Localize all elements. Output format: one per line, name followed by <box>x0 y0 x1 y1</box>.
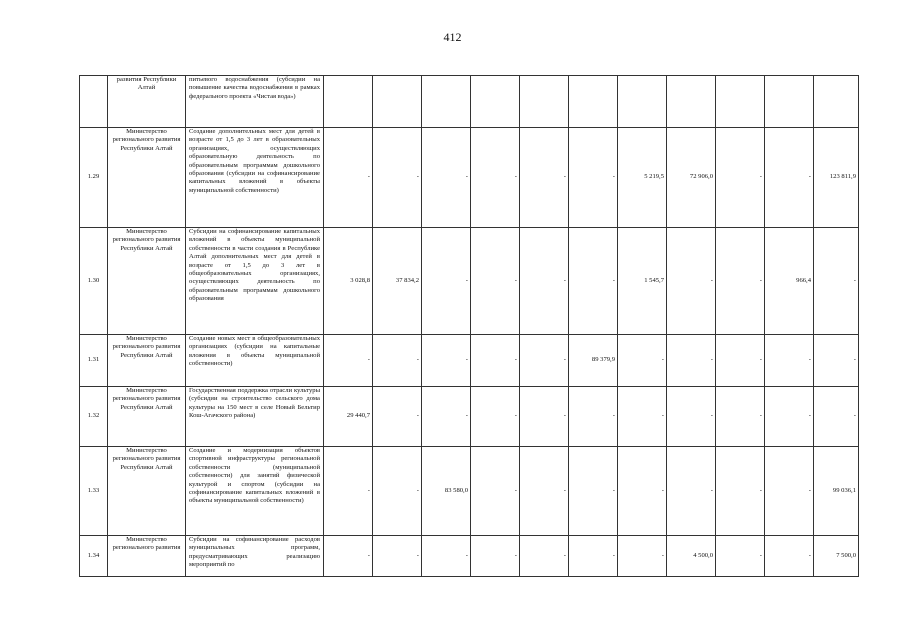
funding-value: - <box>422 536 471 577</box>
funding-value <box>373 76 422 128</box>
funding-value: 5 219,5 <box>618 128 667 228</box>
funding-value: 83 580,0 <box>422 447 471 536</box>
funding-value: - <box>422 228 471 335</box>
funding-value <box>471 76 520 128</box>
funding-value: - <box>716 128 765 228</box>
activity-description: Субсидии на софинансирование капитальных вложений в объекты муниципальной собственности в части создания в Республике Алтай дополнительных мест для детей в возрасте от 1,5 до 3 лет в общеобразовательных организациях, осуществляющих деятельность по образовательным программам дошкольного образования <box>186 228 324 335</box>
funding-value: - <box>373 335 422 387</box>
funding-value: - <box>324 128 373 228</box>
funding-value: - <box>569 228 618 335</box>
table-row <box>80 447 859 536</box>
funding-value: - <box>324 447 373 536</box>
funding-value: - <box>373 536 422 577</box>
funding-value: - <box>716 447 765 536</box>
funding-value: - <box>471 335 520 387</box>
funding-value: - <box>765 536 814 577</box>
table-row <box>80 387 859 447</box>
funding-value: - <box>569 387 618 447</box>
funding-value: - <box>667 335 716 387</box>
page-number: 412 <box>443 30 462 44</box>
funding-value: - <box>422 387 471 447</box>
funding-value: - <box>667 387 716 447</box>
funding-value: - <box>814 335 859 387</box>
responsible-organization: Министерство регионального развития <box>108 536 186 577</box>
funding-value: 1 545,7 <box>618 228 667 335</box>
funding-value <box>422 76 471 128</box>
funding-value: - <box>471 128 520 228</box>
responsible-organization: Министерство регионального развития Республики Алтай <box>108 228 186 335</box>
funding-value: - <box>520 128 569 228</box>
funding-value: - <box>373 387 422 447</box>
funding-value: - <box>520 335 569 387</box>
funding-value: - <box>520 447 569 536</box>
funding-value: - <box>667 447 716 536</box>
funding-value <box>520 76 569 128</box>
row-number: 1.34 <box>80 536 108 577</box>
row-number: 1.30 <box>80 228 108 335</box>
row-number: 1.32 <box>80 387 108 447</box>
funding-value: - <box>324 335 373 387</box>
funding-value <box>716 76 765 128</box>
responsible-organization: Министерство регионального развития Республики Алтай <box>108 447 186 536</box>
row-number: 1.29 <box>80 128 108 228</box>
responsible-organization: Министерство регионального развития Республики Алтай <box>108 335 186 387</box>
responsible-organization: развития Республики Алтай <box>108 76 186 128</box>
funding-value: - <box>765 128 814 228</box>
funding-value: - <box>716 335 765 387</box>
funding-value: 89 379,9 <box>569 335 618 387</box>
table-row <box>80 335 859 387</box>
funding-value <box>569 76 618 128</box>
funding-value: - <box>471 447 520 536</box>
activity-description: Создание и модернизация объектов спортивной инфраструктуры региональной собственности (муниципальной собственности) для занятий физической культурой и спортом (субсидии на софинансирование капитальных вложений в объекты муниципальной собственности) <box>186 447 324 536</box>
funding-value: - <box>716 387 765 447</box>
funding-value: 123 811,9 <box>814 128 859 228</box>
funding-value <box>765 76 814 128</box>
activity-description: питьевого водоснабжения (субсидии на повышение качества водоснабжения в рамках федерального проекта «Чистая вода») <box>186 76 324 128</box>
activity-description: Создание новых мест в общеобразовательных организациях (субсидии на капитальные вложения в объекты муниципальной собственности) <box>186 335 324 387</box>
funding-value: - <box>716 536 765 577</box>
funding-value: - <box>520 228 569 335</box>
funding-value: - <box>765 335 814 387</box>
table-body <box>80 76 859 577</box>
table-row <box>80 128 859 228</box>
funding-value: - <box>569 536 618 577</box>
funding-value: - <box>618 536 667 577</box>
funding-value: - <box>471 536 520 577</box>
funding-value: - <box>422 128 471 228</box>
funding-value: - <box>667 228 716 335</box>
funding-value: - <box>765 387 814 447</box>
activity-description: Создание дополнительных мест для детей в возрасте от 1,5 до 3 лет в образовательных организациях, осуществляющих образовательную деятельность по образовательным программам дошкольного образования (субсидии на софинансирование капитальных вложений в объекты муниципальной собственности) <box>186 128 324 228</box>
funding-value: - <box>520 536 569 577</box>
funding-value: - <box>422 335 471 387</box>
funding-value: - <box>373 128 422 228</box>
funding-value: - <box>716 228 765 335</box>
responsible-organization: Министерство регионального развития Республики Алтай <box>108 128 186 228</box>
row-number: 1.33 <box>80 447 108 536</box>
row-number <box>80 76 108 128</box>
funding-value: 99 036,1 <box>814 447 859 536</box>
funding-value: - <box>324 536 373 577</box>
funding-value: 37 834,2 <box>373 228 422 335</box>
table-row <box>80 536 859 577</box>
funding-value <box>667 76 716 128</box>
budget-table <box>79 75 859 577</box>
table-row <box>80 228 859 335</box>
funding-value: 7 500,0 <box>814 536 859 577</box>
funding-value: 966,4 <box>765 228 814 335</box>
funding-value: - <box>765 447 814 536</box>
activity-description: Субсидии на софинансирование расходов муниципальных программ, предусматривающих реализацию мероприятий по <box>186 536 324 577</box>
funding-value: 4 500,0 <box>667 536 716 577</box>
funding-value: 72 906,0 <box>667 128 716 228</box>
funding-value: - <box>814 228 859 335</box>
row-number: 1.31 <box>80 335 108 387</box>
funding-value: - <box>618 447 667 536</box>
funding-value: 3 028,8 <box>324 228 373 335</box>
funding-value <box>324 76 373 128</box>
responsible-organization: Министерство регионального развития Республики Алтай <box>108 387 186 447</box>
funding-value: - <box>569 128 618 228</box>
table-row <box>80 76 859 128</box>
funding-value: - <box>814 387 859 447</box>
funding-value: - <box>520 387 569 447</box>
funding-value <box>814 76 859 128</box>
funding-value: - <box>471 387 520 447</box>
funding-value: - <box>618 387 667 447</box>
funding-value: - <box>373 447 422 536</box>
funding-value: 29 440,7 <box>324 387 373 447</box>
funding-value <box>618 76 667 128</box>
funding-value: - <box>471 228 520 335</box>
funding-value: - <box>569 447 618 536</box>
funding-value: - <box>618 335 667 387</box>
activity-description: Государственная поддержка отрасли культуры (субсидии на строительство сельского дома культуры на 150 мест в селе Новый Бельтир Кош-Агачского района) <box>186 387 324 447</box>
